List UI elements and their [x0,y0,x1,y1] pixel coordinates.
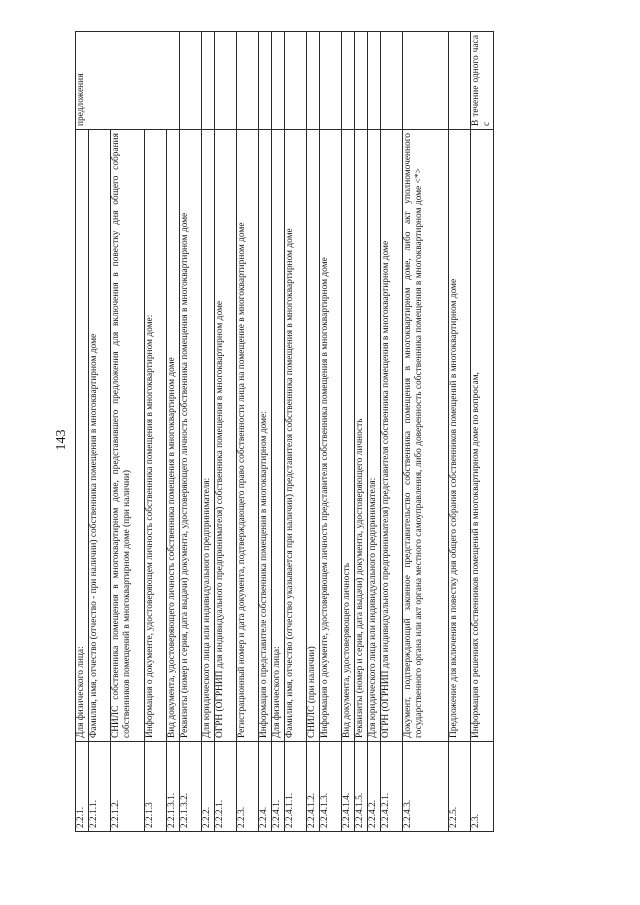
row-number: 2.2.1.3.2. [180,742,202,832]
requirements-table [75,31,494,832]
row-number: 2.2.4.2.1. [381,742,403,832]
row-description: Документ, подтверждающий законное представительство собственника помещения в многоквартирном доме, либо акт уполномоченного государственного органа или акт органа местного самоуправления, либо доверенность собственника помещения в многоквартирном доме <*> [403,130,449,742]
row-description: Регистрационный номер и дата документа, подтверждающего право собственности лица на помещение в многоквартирном доме [237,130,259,742]
row-number: 2.2.1.2. [111,742,145,832]
row-deadline-empty [368,32,381,130]
row-number: 2.2.4.1.1. [285,742,307,832]
table-body [76,32,494,832]
row-description: Вид документа, удостоверяющего личность [342,130,355,742]
row-number: 2.2.1.3 [145,742,167,832]
row-number: 2.2.2. [202,742,215,832]
table-row [449,32,471,832]
row-description: Для физического лица: [76,130,89,742]
row-deadline-empty [381,32,403,130]
row-number: 2.2.5. [449,742,471,832]
row-description: ОГРН (ОГРНИП для индивидуального предпринимателя) представителя собственника помещения в многоквартирном доме [381,130,403,742]
document-table-rotated [75,32,610,832]
row-number: 2.2.1.1. [89,742,111,832]
row-number: 2.2.4.3. [403,742,449,832]
table-row [320,32,342,832]
row-description: Вид документа, удостоверяющего личность собственника помещения в многоквартирном доме [167,130,180,742]
row-number: 2.2.1.3.1. [167,742,180,832]
row-description: Фамилия, имя, отчество (отчество указывается при наличии) представителя собственника помещения в многоквартирном доме [285,130,307,742]
row-deadline-empty [342,32,355,130]
row-description: Информация о решениях собственников помещений в многоквартирном доме по вопросам, [471,130,494,742]
table-row [145,32,167,832]
row-deadline-empty [403,32,449,130]
row-description: Предложение для включения в повестку дня общего собрания собственников помещений в многоквартирном доме [449,130,471,742]
row-number: 2.2.4.1. [272,742,285,832]
table-row [237,32,259,832]
row-deadline-empty [272,32,285,130]
row-number: 2.2.4.1.3. [320,742,342,832]
table-row [381,32,403,832]
row-number: 2.2.4. [259,742,272,832]
row-deadline-empty [202,32,215,130]
table-row [89,32,111,832]
table-row [180,32,202,832]
row-deadline-empty [259,32,272,130]
row-description: Фамилия, имя, отчество (отчество - при наличии) собственника помещения в многоквартирном доме [89,130,111,742]
row-description: Для юридического лица или индивидуального предпринимателя: [368,130,381,742]
table-row [167,32,180,832]
row-deadline-empty [449,32,471,130]
row-number: 2.2.1. [76,742,89,832]
table-row [76,32,89,832]
row-deadline: В течение одного часа с [471,32,494,130]
row-description: Реквизиты (номер и серия, дата выдачи) документа, удостоверяющего личность собственника помещения в многоквартирном доме [180,130,202,742]
table-row [259,32,272,832]
row-deadline-empty [180,32,202,130]
row-number: 2.2.3. [237,742,259,832]
row-deadline-empty [215,32,237,130]
row-description: Для юридического лица или индивидуального предпринимателя: [202,130,215,742]
row-number: 2.2.4.1.4. [342,742,355,832]
row-deadline-empty [307,32,320,130]
row-description: Информация о документе, удостоверяющем личность представителя собственника помещения в многоквартирном доме [320,130,342,742]
row-deadline-empty [355,32,368,130]
row-description: Для физического лица: [272,130,285,742]
row-deadline-empty [320,32,342,130]
table-row [342,32,355,832]
table-row [403,32,449,832]
row-number: 2.2.2.1. [215,742,237,832]
row-description: Информация о представителе собственника помещения в многоквартирном доме: [259,130,272,742]
row-number: 2.3. [471,742,494,832]
row-deadline: предложения [76,32,180,130]
row-description: ОГРН (ОГРНИП для индивидуального предпринимателя) собственника помещения в многоквартирном доме [215,130,237,742]
row-description: Реквизиты (номер и серия, дата выдачи) документа, удостоверяющего личность [355,130,368,742]
row-deadline-empty [237,32,259,130]
table-row [307,32,320,832]
row-description: СНИЛС собственника помещения в многоквартирном доме, представившего предложения для включения в повестку дня общего собрания собственников помещений в многоквартирном доме (при наличии) [111,130,145,742]
table-row [471,32,494,832]
table-row [202,32,215,832]
page-number: 143 [54,429,69,451]
table-row [368,32,381,832]
table-row [111,32,145,832]
table-row [355,32,368,832]
row-description: Информация о документе, удостоверяющем личность собственника помещения в многоквартирном доме: [145,130,167,742]
row-number: 2.2.4.1.5. [355,742,368,832]
row-number: 2.2.4.1.2. [307,742,320,832]
row-description: СНИЛС (при наличии) [307,130,320,742]
table-row [285,32,307,832]
row-number: 2.2.4.2. [368,742,381,832]
table-row [272,32,285,832]
row-deadline-empty [285,32,307,130]
table-row [215,32,237,832]
